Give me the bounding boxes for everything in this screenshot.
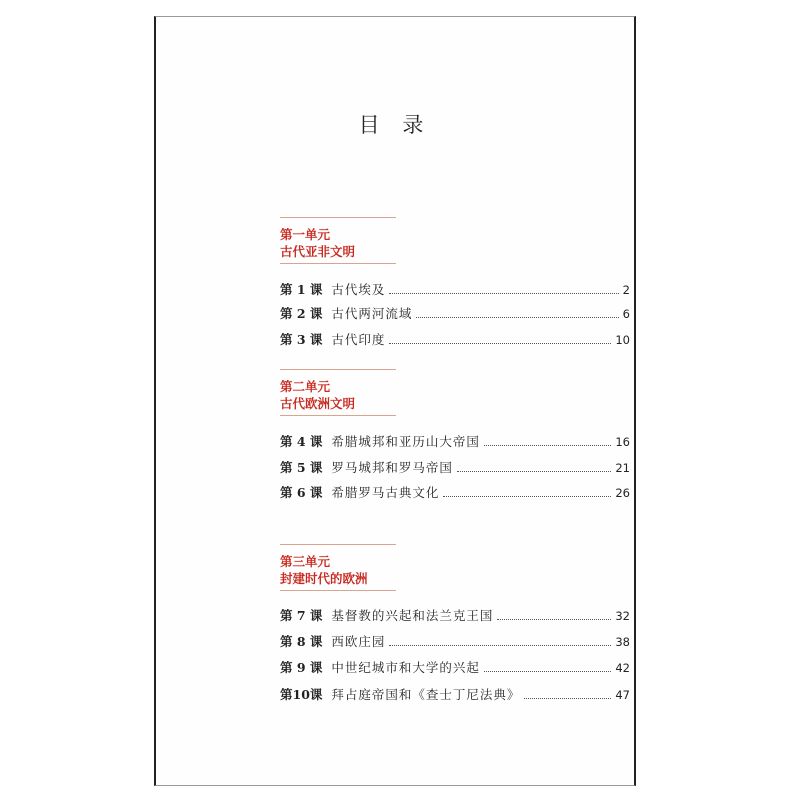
page-number: 2	[622, 283, 630, 297]
unit-number: 第二单元	[280, 379, 331, 394]
toc-entry-lesson-9[interactable]	[280, 656, 630, 676]
page-number: 42	[615, 661, 630, 675]
lesson-number: 第 9 课	[280, 660, 323, 675]
toc-entry-lesson-10[interactable]	[280, 683, 630, 703]
dot-leader	[416, 317, 618, 318]
unit-divider	[280, 369, 396, 370]
lesson-title: 古代埃及	[331, 282, 386, 297]
page-number: 38	[615, 635, 630, 649]
unit-divider	[280, 544, 396, 545]
unit-heading-1	[280, 217, 398, 264]
dot-leader	[389, 645, 611, 646]
unit-number: 第三单元	[280, 554, 331, 569]
lesson-title: 希腊罗马古典文化	[331, 485, 440, 500]
toc-entry-lesson-2[interactable]	[280, 302, 630, 322]
lesson-number: 第 6 课	[280, 485, 323, 500]
toc-entry-lesson-8[interactable]	[280, 630, 630, 650]
lesson-number: 第 2 课	[280, 306, 323, 321]
page-number: 21	[615, 461, 630, 475]
dot-leader	[484, 671, 611, 672]
lesson-number: 第 8 课	[280, 634, 323, 649]
lesson-number: 第 1 课	[280, 282, 323, 297]
page-number: 6	[622, 307, 630, 321]
unit-divider	[280, 263, 396, 264]
book-page	[154, 16, 636, 786]
lesson-number: 第10课	[280, 687, 323, 702]
toc-entry-lesson-6[interactable]	[280, 481, 630, 501]
lesson-title: 古代印度	[331, 332, 386, 347]
unit-heading-2	[280, 369, 398, 416]
dot-leader	[497, 619, 611, 620]
lesson-title: 中世纪城市和大学的兴起	[331, 660, 480, 675]
lesson-title: 罗马城邦和罗马帝国	[331, 460, 453, 475]
lesson-title: 拜占庭帝国和《查士丁尼法典》	[331, 687, 521, 702]
dot-leader	[443, 496, 611, 497]
dot-leader	[457, 471, 611, 472]
lesson-title: 基督教的兴起和法兰克王国	[331, 608, 494, 623]
page-number: 47	[615, 688, 630, 702]
page-title: 目 录	[358, 113, 432, 137]
lesson-number: 第 4 课	[280, 434, 323, 449]
lesson-number: 第 3 课	[280, 332, 323, 347]
toc-entry-lesson-3[interactable]	[280, 328, 630, 348]
unit-divider	[280, 415, 396, 416]
page-number: 32	[615, 609, 630, 623]
dot-leader	[484, 445, 611, 446]
toc-entry-lesson-1[interactable]	[280, 278, 630, 298]
unit-name: 古代亚非文明	[280, 244, 356, 259]
lesson-number: 第 5 课	[280, 460, 323, 475]
dot-leader	[524, 698, 611, 699]
unit-name: 封建时代的欧洲	[280, 571, 368, 586]
page-number: 10	[615, 333, 630, 347]
toc-entry-lesson-5[interactable]	[280, 456, 630, 476]
unit-heading-3	[280, 544, 398, 591]
unit-divider	[280, 590, 396, 591]
page-number: 16	[615, 435, 630, 449]
unit-name: 古代欧洲文明	[280, 396, 356, 411]
dot-leader	[389, 343, 611, 344]
lesson-title: 古代两河流域	[331, 306, 413, 321]
lesson-title: 希腊城邦和亚历山大帝国	[331, 434, 480, 449]
lesson-number: 第 7 课	[280, 608, 323, 623]
lesson-title: 西欧庄园	[331, 634, 386, 649]
dot-leader	[389, 293, 618, 294]
unit-divider	[280, 217, 396, 218]
page-number: 26	[615, 486, 630, 500]
toc-entry-lesson-4[interactable]	[280, 430, 630, 450]
unit-number: 第一单元	[280, 227, 331, 242]
toc-entry-lesson-7[interactable]	[280, 604, 630, 624]
